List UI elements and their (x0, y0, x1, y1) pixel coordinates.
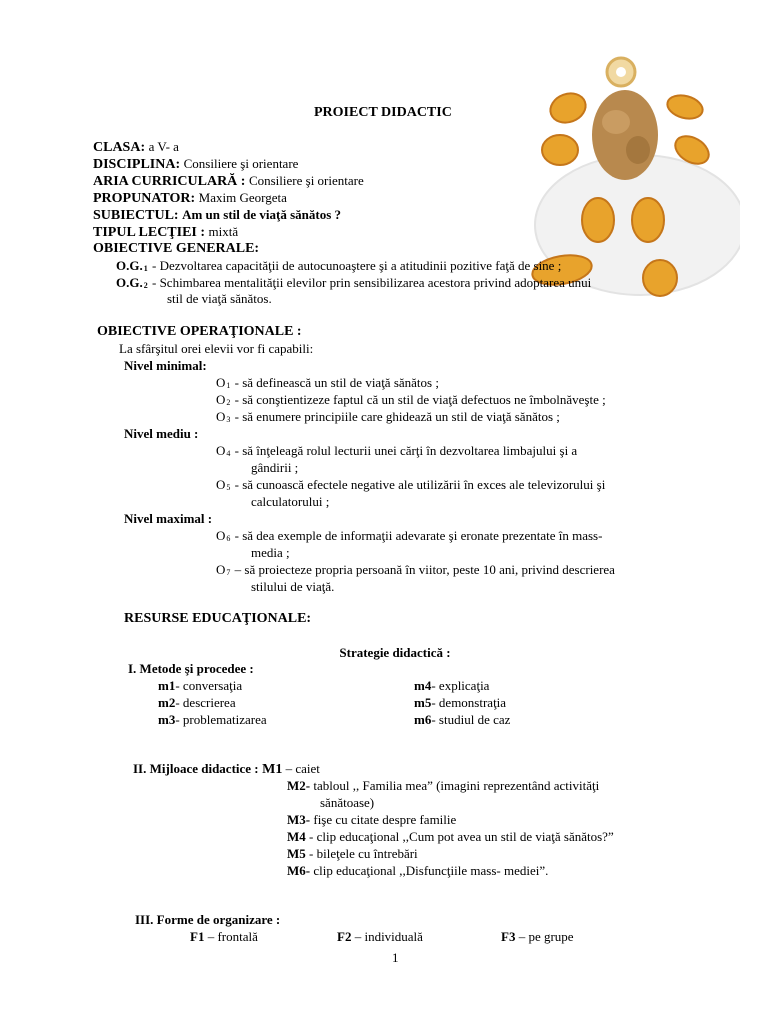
o6-letter: O (216, 528, 226, 543)
o3-text: - să enumere principiile care ghidează un stil de viaţă sănătos ; (231, 409, 560, 424)
m1-text: - conversaţia (175, 678, 243, 693)
M3-code: M3- (287, 812, 311, 827)
M5-code: M5 (287, 846, 306, 861)
m2-code: m2 (158, 695, 176, 710)
o7-continuation: stilului de viaţă. (251, 579, 335, 594)
clasa-label: CLASA: (93, 140, 146, 155)
F1-text: – frontală (204, 929, 258, 944)
metoda-m4 (414, 677, 489, 694)
nivel-maximal-label: Nivel maximal : (124, 511, 213, 526)
metoda-m1 (158, 677, 242, 694)
og2-sub: 2 (143, 281, 148, 290)
page-number: 1 (392, 950, 399, 965)
mijloc-m4 (287, 828, 614, 845)
o6-text: - să dea exemple de informaţii adevarate şi eronate prezentate în mass- (231, 528, 603, 543)
o7-text: – să proiecteze propria persoană în viitor, peste 10 ani, privind descrierea (231, 562, 615, 577)
m1-code: m1 (158, 678, 176, 693)
subiect-label: SUBIECTUL: (93, 208, 179, 223)
m4-text: - explicaţia (431, 678, 490, 693)
m3-code: m3 (158, 712, 176, 727)
o7-sub: 7 (226, 568, 231, 577)
o4-sub: 4 (226, 449, 231, 458)
M6-text: clip educaţional ,,Disfuncţiile mass- mediei”. (310, 863, 549, 878)
M1-text: – caiet (282, 761, 320, 776)
o1-sub: 1 (226, 381, 231, 390)
og2-continuation: stil de viaţă sănătos. (167, 291, 272, 306)
F1-code: F1 (190, 929, 205, 944)
mijloc-m6 (287, 862, 548, 879)
disciplina-label: DISCIPLINA: (93, 157, 181, 172)
metoda-m3 (158, 711, 267, 728)
o2-letter: O (216, 392, 226, 407)
o6-continuation: media ; (251, 545, 290, 560)
o7-letter: O (216, 562, 226, 577)
nivel-minimal-label: Nivel minimal: (124, 358, 207, 373)
m5-code: m5 (414, 695, 432, 710)
clasa-row (93, 138, 179, 156)
disciplina-row (93, 155, 298, 173)
operationale-intro: La sfârşitul orei elevii vor fi capabili: (119, 341, 314, 356)
document-title: PROIECT DIDACTIC (314, 105, 452, 120)
forma-f1 (190, 928, 258, 945)
subiect-value: Am un stil de viaţă sănătos ? (182, 207, 342, 222)
disciplina-value: Consiliere şi orientare (183, 156, 299, 171)
M1-code: M1 (262, 762, 283, 777)
m6-text: - studiul de caz (431, 712, 511, 727)
M3-text: fişe cu citate despre familie (310, 812, 457, 827)
tipul-value: mixtă (208, 224, 239, 239)
o5-letter: O (216, 477, 226, 492)
og1-label: O.G. (116, 258, 143, 273)
o2-sub: 2 (226, 398, 231, 407)
F2-text: – individuală (351, 929, 423, 944)
o3-letter: O (216, 409, 226, 424)
og2-text: - Schimbarea mentalităţii elevilor prin sensibilizarea acestora privind adoptarea unui (148, 275, 592, 290)
M2-code: M2- (287, 778, 311, 793)
o4-text: - să înţeleagă rolul lecturii unei cărţi în dezvoltarea limbajului şi a (231, 443, 578, 458)
forma-f3 (501, 928, 574, 945)
o3-row (216, 408, 560, 428)
o5-continuation: calculatorului ; (251, 494, 330, 509)
mijloc-m2 (287, 777, 599, 794)
tipul-label: TIPUL LECŢIEI : (93, 225, 206, 240)
M5-text: - bileţele cu întrebări (305, 846, 418, 861)
M2-continuation: sănătoase) (320, 795, 375, 810)
og2-label: O.G. (116, 275, 143, 290)
aria-value: Consiliere şi orientare (248, 173, 364, 188)
mijloace-heading: II. Mijloace didactice : (133, 761, 259, 776)
metode-heading: I. Metode şi procedee : (128, 661, 254, 676)
o4-continuation: gândirii ; (251, 460, 299, 475)
obiective-generale-heading: OBIECTIVE GENERALE: (93, 241, 260, 256)
clasa-value: a V- a (148, 139, 179, 154)
o1-text: - să definească un stil de viaţă sănătos ; (231, 375, 439, 390)
M2-text: tabloul ,, Familia mea” (imagini reprezentând activităţi (310, 778, 600, 793)
M4-code: M4 (287, 829, 306, 844)
mijloc-m3 (287, 811, 456, 828)
o5-sub: 5 (226, 483, 231, 492)
mijloc-m5 (287, 845, 418, 862)
o1-letter: O (216, 375, 226, 390)
aria-label: ARIA CURRICULARĂ : (93, 174, 246, 189)
mijloace-row-m1 (133, 760, 320, 778)
m4-code: m4 (414, 678, 432, 693)
metoda-m5 (414, 694, 506, 711)
o6-sub: 6 (226, 534, 231, 543)
F3-text: – pe grupe (515, 929, 574, 944)
M4-text: - clip educaţional ,,Cum pot avea un stil de viaţă sănătos?” (305, 829, 614, 844)
F3-code: F3 (501, 929, 516, 944)
o4-letter: O (216, 443, 226, 458)
o3-sub: 3 (226, 415, 231, 424)
og1-sub: 1 (143, 264, 148, 273)
tipul-row (93, 223, 238, 241)
o2-text: - să conştientizeze faptul că un stil de viaţă defectuos ne îmbolnăveşte ; (231, 392, 606, 407)
m2-text: - descrierea (175, 695, 236, 710)
strategie-heading: Strategie didactică : (339, 645, 451, 660)
metoda-m2 (158, 694, 236, 711)
forme-heading: III. Forme de organizare : (135, 912, 281, 927)
propunator-value: Maxim Georgeta (198, 190, 287, 205)
og1-text: - Dezvoltarea capacităţii de autocunoaştere şi a atitudinii pozitive faţă de sine ; (148, 258, 562, 273)
o5-text: - să cunoască efectele negative ale utilizării în exces ale televizorului şi (231, 477, 606, 492)
resurse-heading: RESURSE EDUCAŢIONALE: (124, 611, 312, 626)
M6-code: M6- (287, 863, 311, 878)
subiect-row (93, 206, 341, 224)
propunator-label: PROPUNATOR: (93, 191, 196, 206)
m6-code: m6 (414, 712, 432, 727)
forma-f2 (337, 928, 423, 945)
F2-code: F2 (337, 929, 352, 944)
metoda-m6 (414, 711, 510, 728)
obiective-operationale-heading: OBIECTIVE OPERAŢIONALE : (97, 324, 302, 339)
nivel-mediu-label: Nivel mediu : (124, 426, 199, 441)
aria-row (93, 172, 364, 190)
m5-text: - demonstraţia (431, 695, 507, 710)
m3-text: - problematizarea (175, 712, 267, 727)
propunator-row (93, 189, 287, 207)
